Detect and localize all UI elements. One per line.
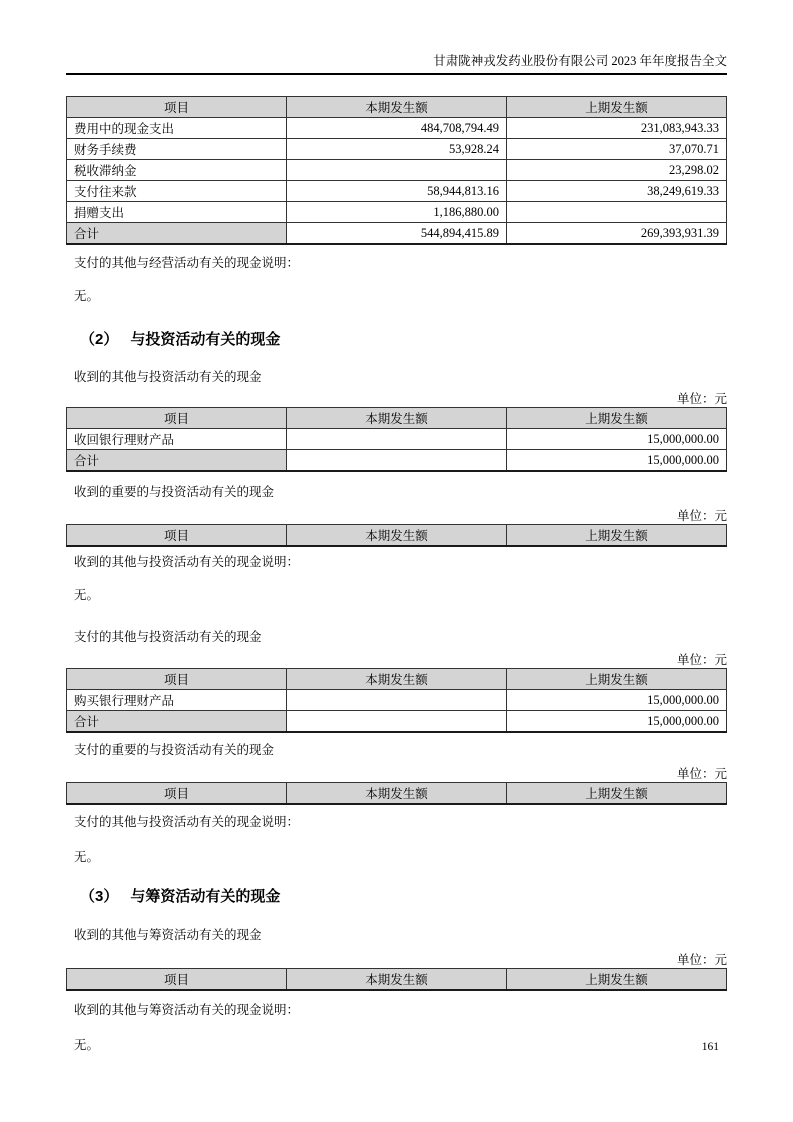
table-row — [67, 429, 727, 450]
table-header-row — [67, 969, 727, 991]
cell-current-amount: 53,928.24 — [287, 139, 507, 160]
cell-total-label: 合计 — [67, 711, 287, 733]
investing-paid-other-caption: 支付的其他与投资活动有关的现金 — [74, 630, 262, 644]
cell-item: 捐赠支出 — [67, 202, 287, 223]
column-header-prior-period: 上期发生额 — [507, 669, 727, 690]
cell-total-current-amount — [287, 711, 507, 733]
table-row — [67, 202, 727, 223]
cell-total-current-amount: 544,894,415.89 — [287, 223, 507, 245]
header-rule — [66, 73, 727, 75]
table-row — [67, 139, 727, 160]
heading-number: （2） — [80, 331, 119, 348]
financing-received-other-caption: 收到的其他与筹资活动有关的现金 — [74, 928, 262, 942]
cell-total-label: 合计 — [67, 223, 287, 245]
table-header-row — [67, 97, 727, 118]
cell-current-amount: 484,708,794.49 — [287, 118, 507, 139]
table-row — [67, 181, 727, 202]
unit-label: 单位：元 — [676, 392, 727, 406]
table-header-row — [67, 783, 727, 805]
page-number: 161 — [701, 1041, 719, 1053]
heading-number: （3） — [80, 888, 119, 905]
financing-received-other-table — [66, 968, 727, 991]
investing-received-important-caption: 收到的重要的与投资活动有关的现金 — [74, 485, 275, 499]
column-header-current-period: 本期发生额 — [287, 525, 507, 547]
cell-prior-amount: 15,000,000.00 — [507, 429, 727, 450]
column-header-current-period: 本期发生额 — [287, 97, 507, 118]
column-header-current-period: 本期发生额 — [287, 408, 507, 429]
operating-paid-note-label: 支付的其他与经营活动有关的现金说明： — [74, 256, 300, 270]
cell-item: 支付往来款 — [67, 181, 287, 202]
cell-item: 收回银行理财产品 — [67, 429, 287, 450]
cell-item: 购买银行理财产品 — [67, 690, 287, 711]
cell-item: 税收滞纳金 — [67, 160, 287, 181]
column-header-prior-period: 上期发生额 — [507, 969, 727, 991]
cell-total-label: 合计 — [67, 450, 287, 472]
table-row — [67, 160, 727, 181]
column-header-prior-period: 上期发生额 — [507, 408, 727, 429]
cell-total-prior-amount: 15,000,000.00 — [507, 711, 727, 733]
cell-prior-amount: 37,070.71 — [507, 139, 727, 160]
cell-prior-amount: 23,298.02 — [507, 160, 727, 181]
column-header-prior-period: 上期发生额 — [507, 97, 727, 118]
cell-item: 财务手续费 — [67, 139, 287, 160]
table-total-row — [67, 223, 727, 245]
report-header-title: 甘肃陇神戎发药业股份有限公司 2023 年年度报告全文 — [433, 54, 727, 68]
table-header-row — [67, 525, 727, 547]
table-header-row — [67, 408, 727, 429]
table-header-row — [67, 669, 727, 690]
column-header-prior-period: 上期发生额 — [507, 783, 727, 805]
financing-received-note-value: 无。 — [74, 1038, 100, 1052]
cell-current-amount: 58,944,813.16 — [287, 181, 507, 202]
column-header-item: 项目 — [67, 97, 287, 118]
column-header-item: 项目 — [67, 525, 287, 547]
cell-prior-amount — [507, 202, 727, 223]
operating-paid-note-value: 无。 — [74, 289, 100, 303]
cell-prior-amount: 38,249,619.33 — [507, 181, 727, 202]
column-header-current-period: 本期发生额 — [287, 669, 507, 690]
column-header-prior-period: 上期发生额 — [507, 525, 727, 547]
cell-item: 费用中的现金支出 — [67, 118, 287, 139]
financing-received-note-label: 收到的其他与筹资活动有关的现金说明： — [74, 1003, 300, 1017]
cell-total-prior-amount: 269,393,931.39 — [507, 223, 727, 245]
heading-title: 与筹资活动有关的现金 — [130, 888, 281, 905]
section-heading-financing — [80, 888, 727, 906]
cell-current-amount — [287, 690, 507, 711]
section-heading-investing — [80, 331, 727, 349]
unit-label: 单位：元 — [676, 767, 727, 781]
unit-label: 单位：元 — [676, 953, 727, 967]
investing-paid-note-value: 无。 — [74, 850, 100, 864]
investing-received-note-value: 无。 — [74, 588, 100, 602]
cell-total-current-amount — [287, 450, 507, 472]
investing-received-other-table — [66, 407, 727, 472]
column-header-item: 项目 — [67, 969, 287, 991]
column-header-current-period: 本期发生额 — [287, 969, 507, 991]
cell-prior-amount: 231,083,943.33 — [507, 118, 727, 139]
investing-received-note-label: 收到的其他与投资活动有关的现金说明： — [74, 555, 300, 569]
column-header-item: 项目 — [67, 783, 287, 805]
heading-title: 与投资活动有关的现金 — [130, 331, 281, 348]
cell-current-amount — [287, 160, 507, 181]
column-header-current-period: 本期发生额 — [287, 783, 507, 805]
unit-label: 单位：元 — [676, 653, 727, 667]
column-header-item: 项目 — [67, 408, 287, 429]
investing-paid-important-caption: 支付的重要的与投资活动有关的现金 — [74, 743, 275, 757]
cell-total-prior-amount: 15,000,000.00 — [507, 450, 727, 472]
cell-current-amount — [287, 429, 507, 450]
table-row — [67, 118, 727, 139]
investing-paid-important-table — [66, 782, 727, 805]
investing-received-other-caption: 收到的其他与投资活动有关的现金 — [74, 370, 262, 384]
investing-received-important-table — [66, 524, 727, 547]
operating-other-cash-paid-table — [66, 96, 727, 245]
unit-label: 单位：元 — [676, 509, 727, 523]
investing-paid-note-label: 支付的其他与投资活动有关的现金说明： — [74, 815, 300, 829]
investing-paid-other-table — [66, 668, 727, 733]
cell-prior-amount: 15,000,000.00 — [507, 690, 727, 711]
table-row — [67, 690, 727, 711]
cell-current-amount: 1,186,880.00 — [287, 202, 507, 223]
table-total-row — [67, 711, 727, 733]
column-header-item: 项目 — [67, 669, 287, 690]
table-total-row — [67, 450, 727, 472]
